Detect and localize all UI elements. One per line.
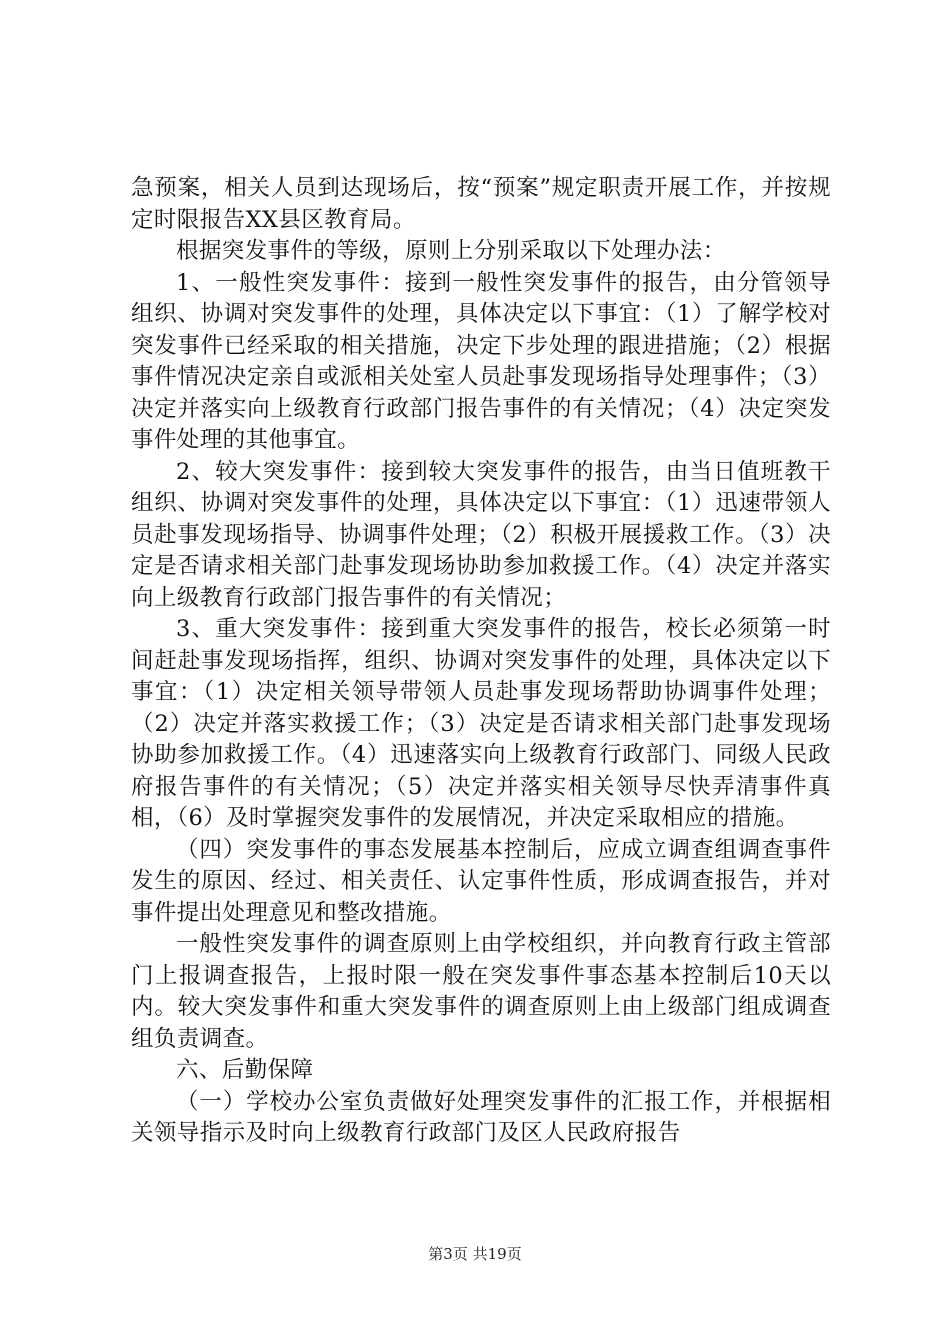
paragraph-continuation: 急预案，相关人员到达现场后，按“预案”规定职责开展工作，并按规定时限报告XX县区教育局。 bbox=[131, 175, 831, 233]
page-number-footer: 第3页 共19页 bbox=[428, 1245, 522, 1263]
paragraph-investigation: （四）突发事件的事态发展基本控制后，应成立调查组调查事件发生的原因、经过、相关责任、认定事件性质，形成调查报告，并对事件提出处理意见和整改措施。 bbox=[131, 836, 831, 926]
paragraph-major-incident: 2、较大突发事件：接到较大突发事件的报告，由当日值班教干组织、协调对突发事件的处理，具体决定以下事宜：（1）迅速带领人员赴事发现场指导、协调事件处理；（2）积极开展援救工作。（3）决定是否请求相关部门赴事发现场协助参加救援工作。（4）决定并落实向上级教育行政部门报告事件的有关情况； bbox=[131, 458, 831, 611]
paragraph-handling-intro: 根据突发事件的等级，原则上分别采取以下处理办法： bbox=[176, 238, 726, 264]
document-body bbox=[131, 173, 831, 1150]
paragraph-serious-incident: 3、重大突发事件：接到重大突发事件的报告，校长必须第一时间赶赴事发现场指挥，组织、协调对突发事件的处理，具体决定以下事宜：（1）决定相关领导带领人员赴事发现场帮助协调事件处理；（2）决定并落实救援工作；（3）决定是否请求相关部门赴事发现场协助参加救援工作。（4）迅速落实向上级教育行政部门、同级人民政府报告事件的有关情况；（5）决定并落实相关领导尽快弄清事件真相，（6）及时掌握突发事件的发展情况，并决定采取相应的措施。 bbox=[131, 616, 831, 831]
section-heading-logistics: 六、后勤保障 bbox=[176, 1057, 314, 1083]
paragraph-general-incident: 1、一般性突发事件：接到一般性突发事件的报告，由分管领导组织、协调对突发事件的处理，具体决定以下事宜：（1）了解学校对突发事件已经采取的相关措施，决定下步处理的跟进措施；（2）根据事件情况决定亲自或派相关处室人员赴事发现场指导处理事件；（3）决定并落实向上级教育行政部门报告事件的有关情况；（4）决定突发事件处理的其他事宜。 bbox=[131, 269, 831, 453]
paragraph-investigation-rules: 一般性突发事件的调查原则上由学校组织，并向教育行政主管部门上报调查报告，上报时限一般在突发事件事态基本控制后10天以内。较大突发事件和重大突发事件的调查原则上由上级部门组成调查组负责调查。 bbox=[131, 931, 831, 1052]
paragraph-office-duty: （一）学校办公室负责做好处理突发事件的汇报工作，并根据相关领导指示及时向上级教育行政部门及区人民政府报告 bbox=[131, 1088, 831, 1146]
